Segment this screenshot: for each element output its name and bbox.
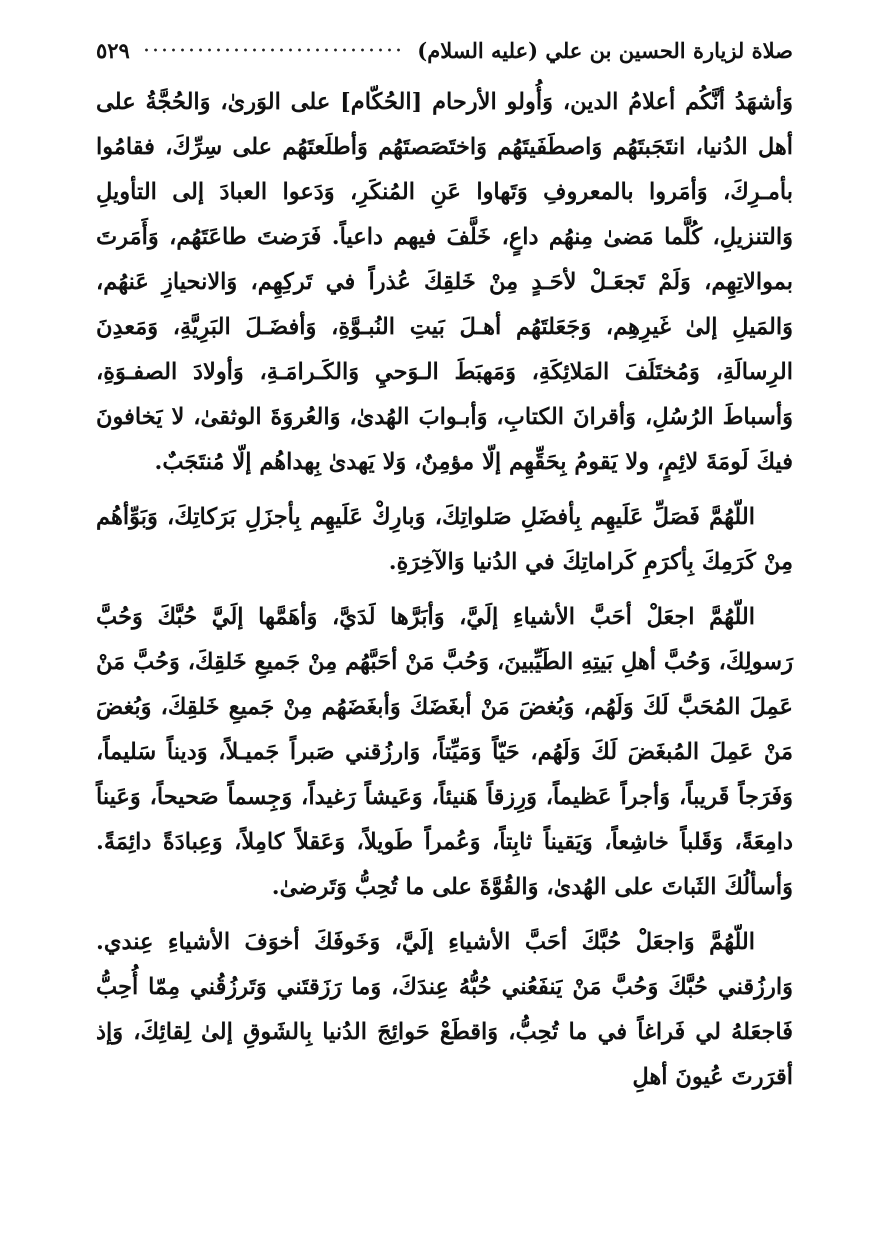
page-header xyxy=(96,30,793,70)
paragraph: اللّهُمَّ وَاجعَلْ حُبَّكَ أحَبَّ الأشياءِ إلَيَّ، وَخَوفَكَ أخوَفَ الأشياءِ عِندي. وَارزُقني حُبَّكَ وَحُبَّ مَنْ يَنفَعُني حُبُّهُ عِندَكَ، وَما رَزَقتَني وَتَرزُقُني مِمّا أُحِبُّ فَاجعَلهُ لي فَراغاً في ما تُحِبُّ، وَاقطَعْ حَوائِجَ الدُنيا بِالشَوقِ إلىٰ لِقائِكَ، وَإذ أقرَرتَ عُيونَ أهلِ xyxy=(96,929,793,1090)
dot-leader xyxy=(142,48,405,52)
paragraph: اللّهُمَّ اجعَلْ أحَبَّ الأشياءِ إلَيَّ، وَأبَرَّها لَدَيَّ، وَأهَمَّها إلَيَّ حُبَّكَ وَحُبَّ رَسولِكَ، وَحُبَّ أهلِ بَيتِهِ الطَيِّبينَ، وَحُبَّ مَنْ أحَبَّهُم مِنْ جَميعِ خَلقِكَ، وَحُبَّ مَنْ عَمِلَ المُحَبَّ لَكَ وَلَهُم، وَبُغضَ مَنْ أبغَضَكَ وَأبغَضَهُم مِنْ جَميعِ خَلقِكَ، وَبُغضَ مَنْ عَمِلَ المُبغَضَ لَكَ وَلَهُم، حَيّاً وَمَيِّتاً، وَارزُقني صَبراً جَميـلاً، وَديناً سَليماً، وَفَرَجاً قَريباً، وَأجراً عَظيماً، وَرِزقاً هَنيئاً، وَعَيشاً رَغيداً، وَجِسماً صَحيحاً، وَعَيناً دامِعَةً، وَقَلباً خاشِعاً، وَيَقيناً ثابِتاً، وَعُمراً طَويلاً، وَعَقلاً كامِلاً، وَعِبادَةً دائِمَةً. وَأسألُكَ الثَباتَ على الهُدىٰ، وَالقُوَّةَ على ما تُحِبُّ وَتَرضىٰ. xyxy=(96,604,793,900)
paragraph: وَأشهَدُ أنَّكُم أعلامُ الدين، وَأُولو الأرحام [الحُكّام] على الوَرىٰ، وَالحُجَّةُ على أهل الدُنيا، انتَجَبتَهُم وَاصطَفَيتَهُم وَاختَصَصتَهُم وَأطلَعتَهُم على سِرِّكَ، فقامُوا بأمـرِكَ، وَأمَروا بالمعروفِ وَتَهاوا عَنِ المُنكَرِ، وَدَعوا العبادَ إلى التأويلِ وَالتنزيلِ، كُلَّما مَضىٰ مِنهُم داعٍ، خَلَّفَ فيهم داعياً. فَرَضتَ طاعَتَهُم، وَأَمَرتَ بموالاتِهِم، وَلَمْ تَجعَـلْ لأحَـدٍ مِنْ خَلقِكَ عُذراً في تَركِهِم، وَالانحيازِ عَنهُم، وَالمَيلِ إلىٰ غَيرِهِم، وَجَعَلتَهُم أهـلَ بَيتِ النُبـوَّةِ، وَأفضَـلَ البَرِيَّةِ، وَمَعدِنَ الرِسالَةِ، وَمُختَلَفَ المَلائِكَةِ، وَمَهبَطَ الـوَحيِ وَالكَـرامَـةِ، وَأولادَ الصفـوَةِ، وَأسباطَ الرُسُلِ، وَأقرانَ الكتابِ، وَأبـوابَ الهُدىٰ، وَالعُروَةَ الوثقىٰ، لا يَخافونَ فيكَ لَومَةَ لائِمٍ، ولا يَقومُ بِحَقِّهِم إلّا مؤمِنٌ، وَلا يَهدىٰ بِهداهُم إلّا مُنتَجَبٌ. xyxy=(96,89,793,475)
running-title: صلاة لزيارة الحسين بن علي (عليه السلام) xyxy=(417,37,793,63)
paragraph: اللّهُمَّ فَصَلِّ عَلَيهِم بِأفضَلِ صَلواتِكَ، وَبارِكْ عَلَيهِم بِأجزَلِ بَرَكاتِكَ، وَبَوِّأهُم مِنْ كَرَمِكَ بِأكرَمِ كَراماتِكَ في الدُنيا وَالآخِرَةِ. xyxy=(96,504,793,575)
page-number: ٥٢٩ xyxy=(96,37,130,63)
page-body xyxy=(96,80,793,1110)
